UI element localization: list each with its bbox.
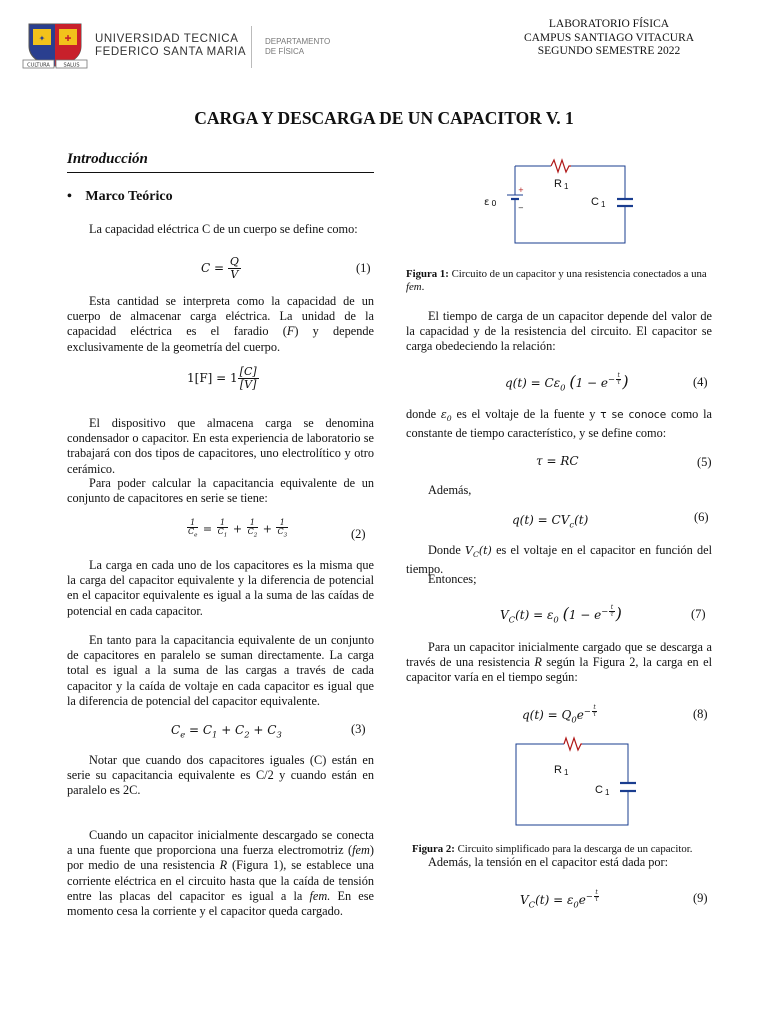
- equation-7: $V_C(t) = \varepsilon_0$ ($1 - e^{- \frac{t}{\tau}}$ ): [500, 604, 622, 625]
- department-line2: DE FÍSICA: [265, 47, 305, 56]
- resistor-r1-icon: [551, 160, 571, 172]
- figure-2-caption-text: Circuito simplificado para la descarga de un capacitor.: [454, 843, 693, 855]
- crest-banner-right: SALUS: [63, 62, 80, 69]
- paragraph-equal-capacitors: Notar que cuando dos capacitores iguales (C) están en serie su capacitancia equivalente es C/2 y cuando están en paralelo es 2C.: [67, 753, 374, 798]
- paragraph-condenser: El dispositivo que almacena carga se denomina condensador o capacitor. En esta experiencia de laboratorio se trabajará con dos tipos de capacitores, uno electrolítico y otro cerámico.: [67, 416, 374, 476]
- paragraph-discharge: [406, 640, 712, 686]
- svg-text:✦: ✦: [38, 34, 46, 43]
- figure-1-caption: [406, 268, 712, 294]
- equation-3: $C_e = C_1 + C_2 + C_3$: [171, 723, 282, 740]
- equation-number-8: (8): [693, 707, 708, 721]
- farad-lhs: 1[F] = 1: [187, 371, 238, 385]
- equation-number-7: (7): [691, 607, 706, 621]
- fig2-r1-label: R 1: [554, 764, 569, 777]
- p10-part-a: donde: [406, 407, 441, 421]
- fig2-c1-label: C 1: [595, 784, 610, 797]
- bullet-icon: •: [67, 189, 72, 204]
- equation-number-5: (5): [697, 455, 712, 469]
- equation-9: $V_C(t) = \varepsilon_0e^{- \frac{t}{\tau}}$: [520, 889, 599, 910]
- paragraph-capacity-def: La capacidad eléctrica C de un cuerpo se define como:: [89, 222, 358, 236]
- p12-part-a: Donde: [428, 543, 465, 557]
- equation-8: $q(t) = Q_0e^{- \frac{t}{\tau}}$: [522, 704, 597, 725]
- equation-number-6: (6): [694, 510, 709, 524]
- paragraph-charging: [67, 828, 374, 919]
- p8-part-c: (Figura 1), se establece una corriente eléctrica en el circuito hasta que la caída de tensión entre las placas del capacitor es igual a la: [67, 858, 374, 903]
- subsection-heading: [67, 189, 173, 205]
- eq1-denominator: V: [230, 268, 239, 281]
- university-name-line2: FEDERICO SANTA MARIA: [95, 46, 247, 58]
- p14-part-b: según la Figura 2, la carga en el capacitor varía en el tiempo según:: [406, 655, 712, 685]
- section-heading: Introducción: [67, 151, 148, 167]
- p2-farad-symbol: F: [286, 324, 295, 339]
- figure-2-discharge-circuit: [508, 735, 648, 830]
- university-name: [95, 33, 246, 59]
- vc-t-symbol: $V_C(t)$: [465, 544, 492, 560]
- section-rule: [67, 172, 374, 173]
- figure-1-caption-fem: fem: [406, 281, 422, 293]
- p10-part-b: es el voltaje de la fuente y: [451, 407, 601, 421]
- university-name-line1: UNIVERSIDAD TECNICA: [95, 33, 239, 45]
- svg-text:✚: ✚: [64, 34, 72, 43]
- department-name: [265, 37, 330, 57]
- equation-number-2: (2): [351, 527, 366, 541]
- paragraph-ademas-1: Además,: [428, 483, 472, 497]
- equation-4: $q(t) = C\varepsilon_0$ ($1 - e^{- \frac{t}{\tau}}$ ): [505, 372, 629, 393]
- p8-fem-1: fem: [352, 843, 370, 858]
- lab-line1: LABORATORIO FÍSICA: [548, 18, 670, 30]
- figure-1-charging-circuit: [478, 155, 638, 250]
- farad-numerator: [C]: [239, 365, 257, 378]
- epsilon-zero-symbol: $\varepsilon_0$: [440, 408, 452, 424]
- p12-part-b: es el voltaje en el capacitor en función del tiempo.: [406, 543, 713, 577]
- fig2-resistor-r1-icon: [564, 738, 582, 750]
- paragraph-entonces: Entonces;: [428, 572, 477, 586]
- department-line1: DEPARTAMENTO: [265, 37, 331, 46]
- fig1-emf-label: ε 0: [484, 197, 497, 208]
- paragraph-series-charge: La carga en cada uno de los capacitores es la misma que la carga del capacitor equivalente y la diferencia de potencial en el capacitor equivalente es igual a la suma de las caídas de potencial en cada capacitor.: [67, 558, 374, 618]
- equation-farad: [187, 366, 259, 391]
- paragraph-ademas-2: Además, la tensión en el capacitor está dada por:: [428, 855, 669, 869]
- battery-plus-sign: +: [518, 186, 524, 194]
- p8-fem-2: fem.: [309, 888, 331, 903]
- figure-2-label: Figura 2:: [412, 843, 455, 855]
- p10-tau-phrase: τ se conoce: [600, 409, 667, 421]
- lab-line2: CAMPUS SANTIAGO VITACURA: [523, 31, 695, 44]
- p8-part-d: En ese momento cesa la corriente y el capacitor queda cargado.: [67, 888, 374, 919]
- fig1-r1-label: R 1: [554, 178, 569, 191]
- p8-part-a: Cuando un capacitor inicialmente descargado se conecta a una fuente que proporciona una fuerza electromotriz (: [67, 828, 374, 858]
- equation-number-3: (3): [351, 722, 366, 736]
- fig1-c1-label: C 1: [591, 196, 606, 209]
- p2-part-b: ) y depende exclusivamente de la geometría del cuerpo.: [67, 324, 374, 354]
- figure-1-caption-text: Circuito de un capacitor y una resistencia conectados a una: [448, 268, 707, 280]
- paragraph-parallel: En tanto para la capacitancia equivalente de un conjunto de capacitores en paralelo se suman directamente. La carga total es igual a la suma de las cargas a través de cada capacitor y la caída de voltaje en cada capacitor es igual que la diferencia de potencial del capacitor equivalente.: [67, 633, 374, 708]
- p8-part-b: ) por medio de una resistencia: [67, 843, 374, 873]
- equation-2: $\frac{1}{C_e}$ = $\frac{1}{C_1}$ + $\frac{1}{C_2}$ + $\frac{1}{C_3}$: [188, 518, 288, 539]
- paragraph-tau-def: [406, 407, 712, 442]
- university-crest-logo: [22, 20, 88, 72]
- paragraph-capacity-unit: [67, 294, 374, 355]
- crest-banner-left: CULTURA: [27, 62, 50, 69]
- lab-line3: SEGUNDO SEMESTRE 2022: [537, 45, 681, 57]
- paragraph-series-intro: Para poder calcular la capacitancia equivalente de un conjunto de capacitores en serie se tiene:: [67, 476, 374, 506]
- equation-1: [201, 256, 241, 281]
- subsection-title: Marco Teórico: [85, 189, 173, 204]
- p14-part-a: Para un capacitor inicialmente cargado que se descarga a través de una resistencia: [406, 640, 712, 670]
- paragraph-charge-time: El tiempo de carga de un capacitor depende del valor de la capacidad y de la resistencia del circuito. El capacitor se carga obedeciendo la relación:: [406, 309, 712, 354]
- equation-6: $q(t) = CV_c(t)$: [512, 513, 589, 530]
- header-divider: [251, 26, 252, 68]
- eq1-numerator: Q: [229, 255, 239, 268]
- p10-part-c: como la constante de tiempo característico, y se define como:: [406, 407, 712, 441]
- document-title: CARGA Y DESCARGA DE UN CAPACITOR V. 1: [194, 108, 574, 128]
- lab-info: [500, 18, 718, 59]
- equation-5: τ = RC: [536, 454, 579, 468]
- farad-denominator: [V]: [239, 378, 257, 391]
- figure-1-label: Figura 1:: [406, 268, 449, 280]
- equation-number-1: (1): [356, 261, 371, 275]
- equation-number-4: (4): [693, 375, 708, 389]
- eq1-lhs: C =: [201, 261, 228, 275]
- equation-number-9: (9): [693, 891, 708, 905]
- p2-part-a: Esta cantidad se interpreta como la capacidad de un cuerpo de almacenar carga eléctrica. La unidad de la capacidad eléctrica es el faradio (: [67, 294, 374, 339]
- battery-minus-sign: −: [518, 204, 524, 212]
- p8-resistance-symbol: R: [219, 858, 228, 873]
- p14-resistance-symbol: R: [534, 655, 542, 670]
- figure-1-caption-end: .: [421, 281, 425, 293]
